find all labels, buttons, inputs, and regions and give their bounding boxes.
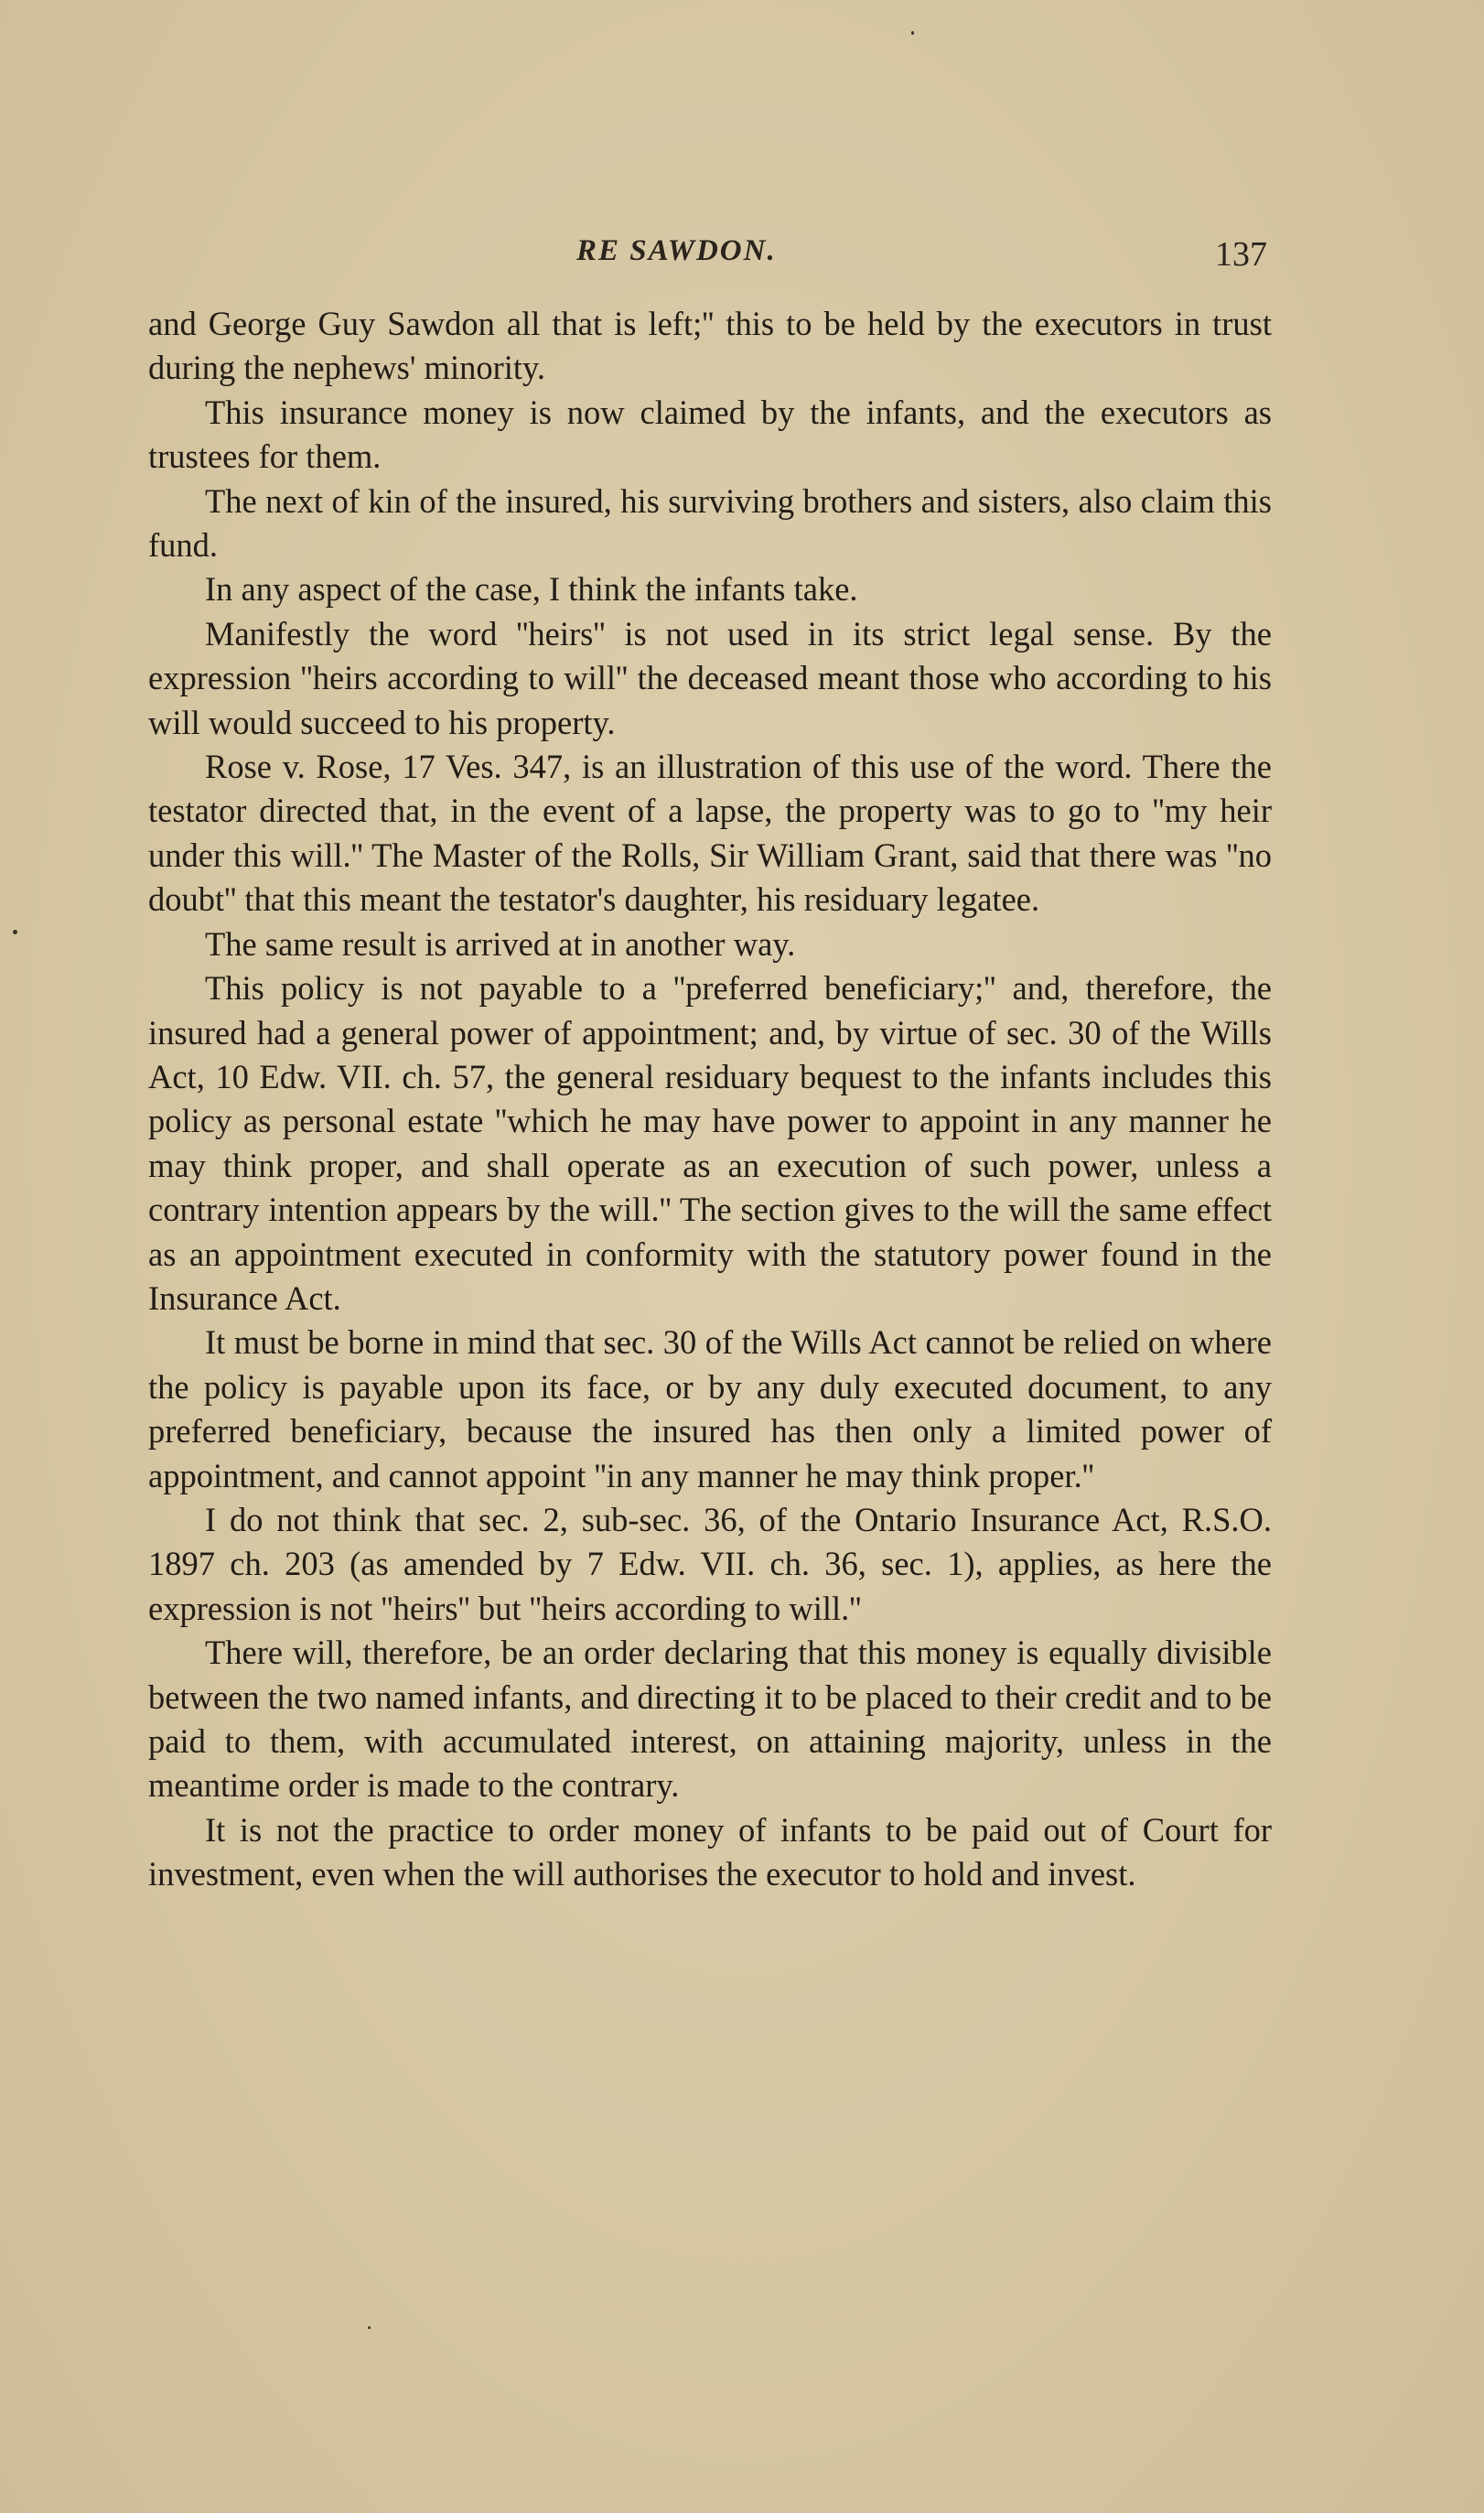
paragraph: Manifestly the word ''heirs'' is not used in its strict legal sense. By the expression ''heirs according to will'' the deceased meant those who according to his will would succeed to his property. [148, 614, 1272, 741]
paragraph: It is not the practice to order money of infants to be paid out of Court for investment, even when the will authorises the executor to hold and invest. [148, 1810, 1272, 1893]
running-title: RE SAWDON. [576, 234, 777, 267]
paragraph: and George Guy Sawdon all that is left;'' this to be held by the executors in trust during the nephews' minority. [148, 305, 1272, 387]
paragraph: The same result is arrived at in another way. [205, 924, 796, 963]
paragraph: This insurance money is now claimed by the infants, and the executors as trustees for them. [148, 393, 1272, 476]
paragraph: It must be borne in mind that sec. 30 of the Wills Act cannot be relied on where the policy is payable upon its face, or by any duly executed document, to any preferred beneficiary, because the insured has then only a limited power of appointment, and cannot appoint ''in any manner he may think proper.'' [148, 1323, 1272, 1494]
paragraph: There will, therefore, be an order declaring that this money is equally divisible between the two named infants, and directing it to be placed to their credit and to be paid to them, with accumulated interest, on attaining majority, unless in the meantime order is made to the contrary. [148, 1634, 1272, 1805]
paper-speck [368, 2326, 371, 2329]
paragraph: I do not think that sec. 2, sub-sec. 36, of the Ontario Insurance Act, R.S.O. 1897 ch. 203 (as amended by 7 Edw. VII. ch. 36, sec. 1), applies, as here the expression is not ''heirs'' but ''heirs according to will.'' [148, 1500, 1272, 1627]
body-text [148, 302, 1272, 1897]
paragraph: This policy is not payable to a ''preferred beneficiary;'' and, therefore, the insured had a general power of appointment; and, by virtue of sec. 30 of the Wills Act, 10 Edw. VII. ch. 57, the general residuary bequest to the infants includes this policy as personal estate ''which he may have power to appoint in any manner he may think proper, and shall operate as an execution of such power, unless a contrary intention appears by the will.'' The section gives to the will the same effect as an appointment executed in conformity with the statutory power found in the Insurance Act. [148, 969, 1272, 1317]
page-header [0, 231, 1484, 286]
paragraph: The next of kin of the insured, his surviving brothers and sisters, also claim this fund. [148, 481, 1272, 565]
paragraph: In any aspect of the case, I think the infants take. [205, 570, 858, 609]
paper-speck [13, 930, 17, 934]
paragraph: Rose v. Rose, 17 Ves. 347, is an illustration of this use of the word. There the testator directed that, in the event of a lapse, the property was to go to ''my heir under this will.'' The Master of the Rolls, Sir William Grant, said that there was ''no doubt'' that this meant the testator's daughter, his residuary legatee. [148, 748, 1272, 919]
page-number: 137 [1215, 235, 1267, 274]
paper-speck [911, 31, 914, 35]
